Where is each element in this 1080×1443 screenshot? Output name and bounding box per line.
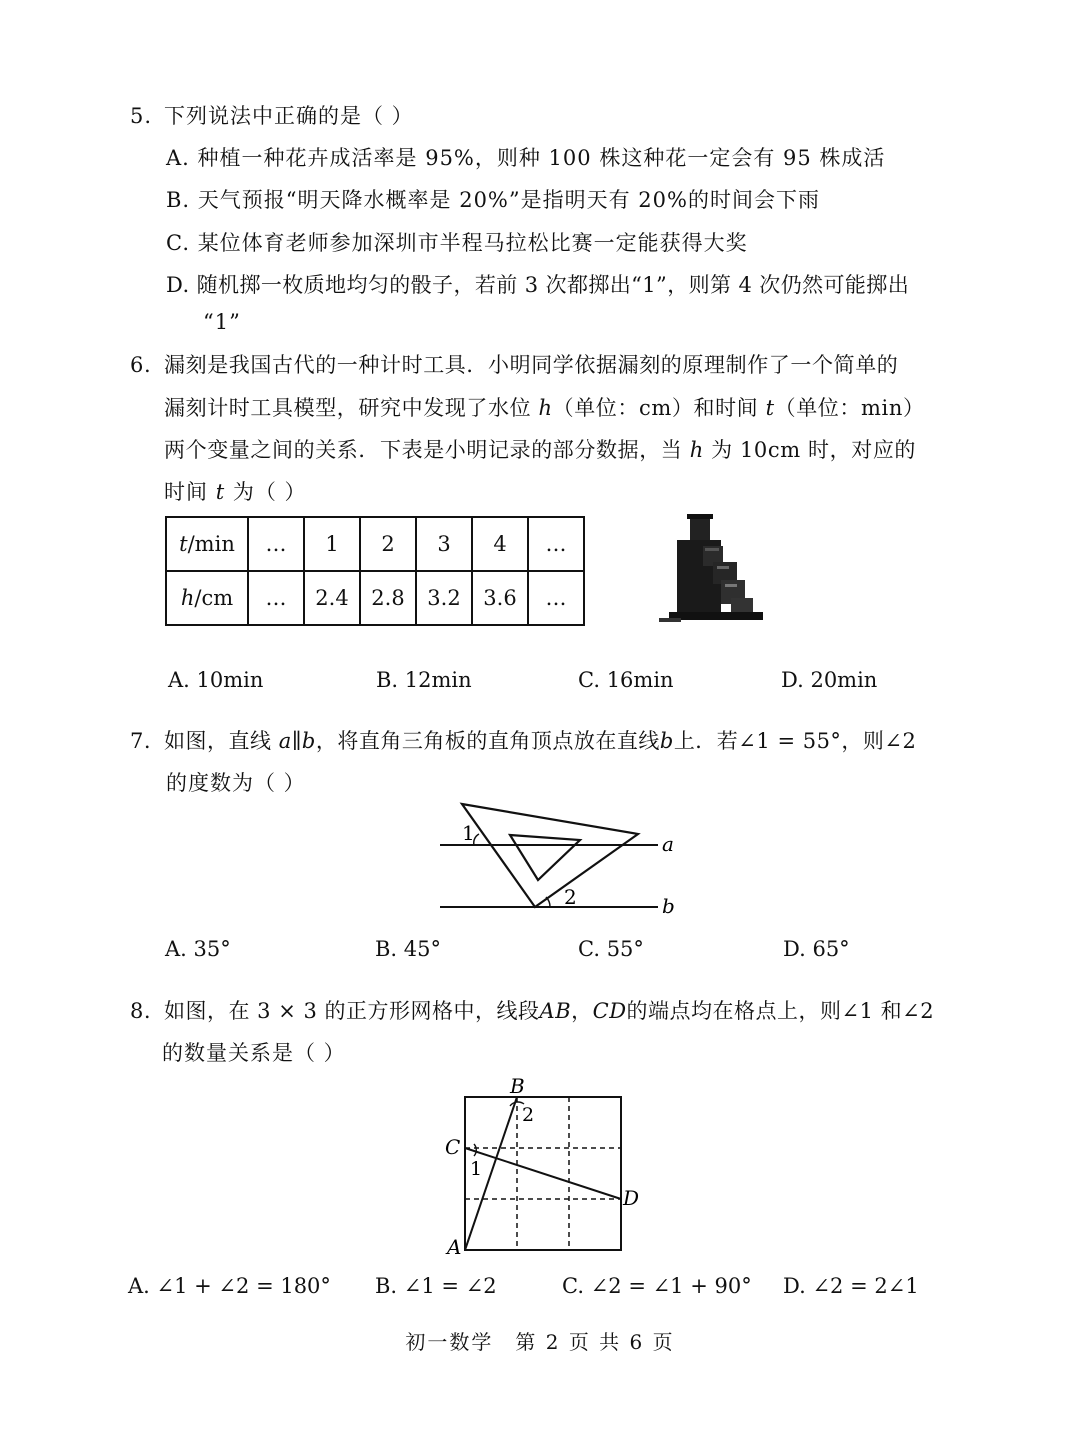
q6-option-text: 12min bbox=[404, 668, 472, 692]
q7-line1 bbox=[130, 725, 916, 755]
q8-option-d bbox=[783, 1274, 919, 1298]
table-var: t bbox=[179, 532, 188, 556]
q7-line2 bbox=[166, 767, 306, 797]
table-cell: … bbox=[528, 571, 584, 625]
page-footer: 初一数学 第 2 页 共 6 页 bbox=[405, 1330, 675, 1354]
q6-line4 bbox=[164, 476, 307, 506]
q8-option-b bbox=[375, 1274, 497, 1298]
q7-option-c bbox=[578, 937, 644, 961]
q7-number: 7. bbox=[130, 729, 152, 753]
q7-line1-part: 上．若∠1 = 55°，则∠2 bbox=[673, 729, 917, 753]
point-a-label: A bbox=[447, 1235, 462, 1258]
angle-1-label: 1 bbox=[470, 1158, 483, 1180]
q7-option-key: D. bbox=[783, 937, 806, 961]
q7-option-d bbox=[783, 937, 850, 961]
q8-grid-figure bbox=[440, 1072, 650, 1258]
q5-option-b bbox=[166, 184, 820, 214]
q8-option-key: A. bbox=[128, 1274, 150, 1298]
table-cell: 3 bbox=[416, 517, 472, 571]
q6-option-key: D. bbox=[781, 668, 804, 692]
q6-option-b bbox=[376, 668, 472, 692]
q7-option-key: A. bbox=[165, 937, 187, 961]
q7-var-b: b bbox=[659, 729, 674, 753]
q8-line1-part: ， bbox=[571, 999, 593, 1023]
q8-line2-text: 的数量关系是（ ） bbox=[162, 1041, 346, 1065]
table-header-h bbox=[166, 571, 248, 625]
q7-option-key: C. bbox=[578, 937, 600, 961]
q6-line4-part: 时间 bbox=[164, 480, 216, 504]
q5-number: 5. bbox=[130, 104, 153, 128]
q5-option-key: A. bbox=[166, 146, 190, 170]
q8-option-text: ∠2 = 2∠1 bbox=[812, 1274, 919, 1298]
q5-stem bbox=[130, 100, 414, 130]
water-clock-image bbox=[655, 512, 775, 630]
q8-option-c bbox=[562, 1274, 752, 1298]
q6-line2-part: （单位：cm）和时间 bbox=[552, 396, 766, 420]
q8-line2 bbox=[162, 1037, 346, 1067]
q8-option-text: ∠1 + ∠2 = 180° bbox=[156, 1274, 331, 1298]
q6-option-d bbox=[781, 668, 877, 692]
q7-option-key: B. bbox=[375, 937, 398, 961]
line-b-label: b bbox=[662, 894, 675, 918]
q5-option-d-cont-text: “1” bbox=[203, 310, 241, 334]
q7-option-text: 65° bbox=[812, 937, 850, 961]
table-row bbox=[166, 517, 584, 571]
q8-option-text: ∠2 = ∠1 + 90° bbox=[590, 1274, 752, 1298]
q8-option-key: B. bbox=[375, 1274, 398, 1298]
table-cell: 3.2 bbox=[416, 571, 472, 625]
q6-line3-part: 为 10cm 时，对应的 bbox=[703, 438, 917, 462]
q5-option-key: B. bbox=[166, 188, 191, 212]
q8-option-key: D. bbox=[783, 1274, 806, 1298]
q6-option-key: B. bbox=[376, 668, 399, 692]
q6-option-text: 16min bbox=[606, 668, 674, 692]
q7-figure bbox=[430, 796, 690, 924]
table-unit: /cm bbox=[194, 586, 234, 610]
table-var: h bbox=[180, 586, 195, 610]
table-cell: 2.8 bbox=[360, 571, 416, 625]
point-d-label: D bbox=[623, 1186, 640, 1210]
q8-option-key: C. bbox=[562, 1274, 584, 1298]
q6-option-text: 10min bbox=[196, 668, 264, 692]
table-header-t bbox=[166, 517, 248, 571]
q6-var-h: h bbox=[538, 396, 553, 420]
set-square-outer bbox=[462, 804, 638, 907]
q5-stem-text: 下列说法中正确的是（ ） bbox=[164, 104, 414, 128]
q8-number: 8. bbox=[130, 999, 152, 1023]
q6-line2-part: 漏刻计时工具模型，研究中发现了水位 bbox=[164, 396, 539, 420]
q8-segment-ab: AB bbox=[539, 999, 572, 1023]
q6-var-t: t bbox=[215, 480, 226, 504]
q6-option-key: A. bbox=[168, 668, 190, 692]
q8-line1-part: 如图，在 3 × 3 的正方形网格中，线段 bbox=[164, 999, 540, 1023]
q6-option-text: 20min bbox=[810, 668, 878, 692]
q5-option-text: 随机掷一枚质地均匀的骰子，若前 3 次都掷出“1”，则第 4 次仍然可能掷出 bbox=[196, 273, 910, 297]
q6-number: 6. bbox=[130, 353, 152, 377]
table-cell: … bbox=[248, 517, 304, 571]
q8-line1 bbox=[130, 995, 934, 1025]
q7-option-a bbox=[165, 937, 231, 961]
table-cell: … bbox=[248, 571, 304, 625]
table-cell: 2 bbox=[360, 517, 416, 571]
q5-option-c bbox=[166, 227, 748, 257]
q6-option-a bbox=[168, 668, 263, 692]
q5-option-text: 种植一种花卉成活率是 95%，则种 100 株这种花一定会有 95 株成活 bbox=[197, 146, 886, 170]
q6-line1-text: 漏刻是我国古代的一种计时工具．小明同学依据漏刻的原理制作了一个简单的 bbox=[164, 353, 899, 377]
q7-line2-text: 的度数为（ ） bbox=[166, 771, 306, 795]
q5-option-key: D. bbox=[166, 273, 190, 297]
q7-option-text: 45° bbox=[403, 937, 442, 961]
q7-option-b bbox=[375, 937, 441, 961]
table-cell: 1 bbox=[304, 517, 360, 571]
table-row bbox=[166, 571, 584, 625]
q5-option-d-continuation bbox=[203, 310, 241, 334]
q7-line1-part: ，将直角三角板的直角顶点放在直线 bbox=[315, 729, 660, 753]
point-b-label: B bbox=[510, 1074, 525, 1098]
q7-parallel: a∥b bbox=[278, 729, 316, 753]
q6-var-t: t bbox=[765, 396, 775, 420]
q6-line3 bbox=[164, 434, 916, 464]
q6-option-key: C. bbox=[578, 668, 600, 692]
q7-line1-part: 如图，直线 bbox=[164, 729, 279, 753]
point-c-label: C bbox=[445, 1135, 461, 1159]
table-cell: … bbox=[528, 517, 584, 571]
q5-option-a bbox=[166, 142, 885, 172]
q6-line2 bbox=[164, 392, 925, 422]
q5-option-key: C. bbox=[166, 231, 190, 255]
table-unit: /min bbox=[187, 532, 235, 556]
segment-cd bbox=[465, 1148, 621, 1199]
q6-data-table bbox=[165, 516, 585, 626]
q8-option-a bbox=[128, 1274, 331, 1298]
q8-segment-cd: CD bbox=[592, 999, 627, 1023]
angle-1-label: 1 bbox=[462, 821, 475, 845]
q6-line1 bbox=[130, 349, 898, 379]
q5-option-d bbox=[166, 269, 909, 299]
q7-option-text: 55° bbox=[606, 937, 644, 961]
table-cell: 3.6 bbox=[472, 571, 528, 625]
line-a-label: a bbox=[662, 832, 674, 856]
set-square-inner bbox=[510, 835, 580, 880]
q6-line4-part: 为（ ） bbox=[225, 480, 307, 504]
q5-option-text: 某位体育老师参加深圳市半程马拉松比赛一定能获得大奖 bbox=[197, 231, 748, 255]
angle-2-label: 2 bbox=[564, 885, 577, 909]
q8-line1-part: 的端点均在格点上，则∠1 和∠2 bbox=[626, 999, 935, 1023]
table-cell: 4 bbox=[472, 517, 528, 571]
q6-option-c bbox=[578, 668, 674, 692]
q6-var-h: h bbox=[689, 438, 704, 462]
q6-line2-part: （单位：min） bbox=[774, 396, 925, 420]
q8-option-text: ∠1 = ∠2 bbox=[403, 1274, 497, 1298]
table-cell: 2.4 bbox=[304, 571, 360, 625]
q6-line3-part: 两个变量之间的关系．下表是小明记录的部分数据，当 bbox=[164, 438, 690, 462]
angle-2-label: 2 bbox=[522, 1104, 535, 1126]
q7-option-text: 35° bbox=[193, 937, 231, 961]
q5-option-text: 天气预报“明天降水概率是 20%”是指明天有 20%的时间会下雨 bbox=[197, 188, 820, 212]
